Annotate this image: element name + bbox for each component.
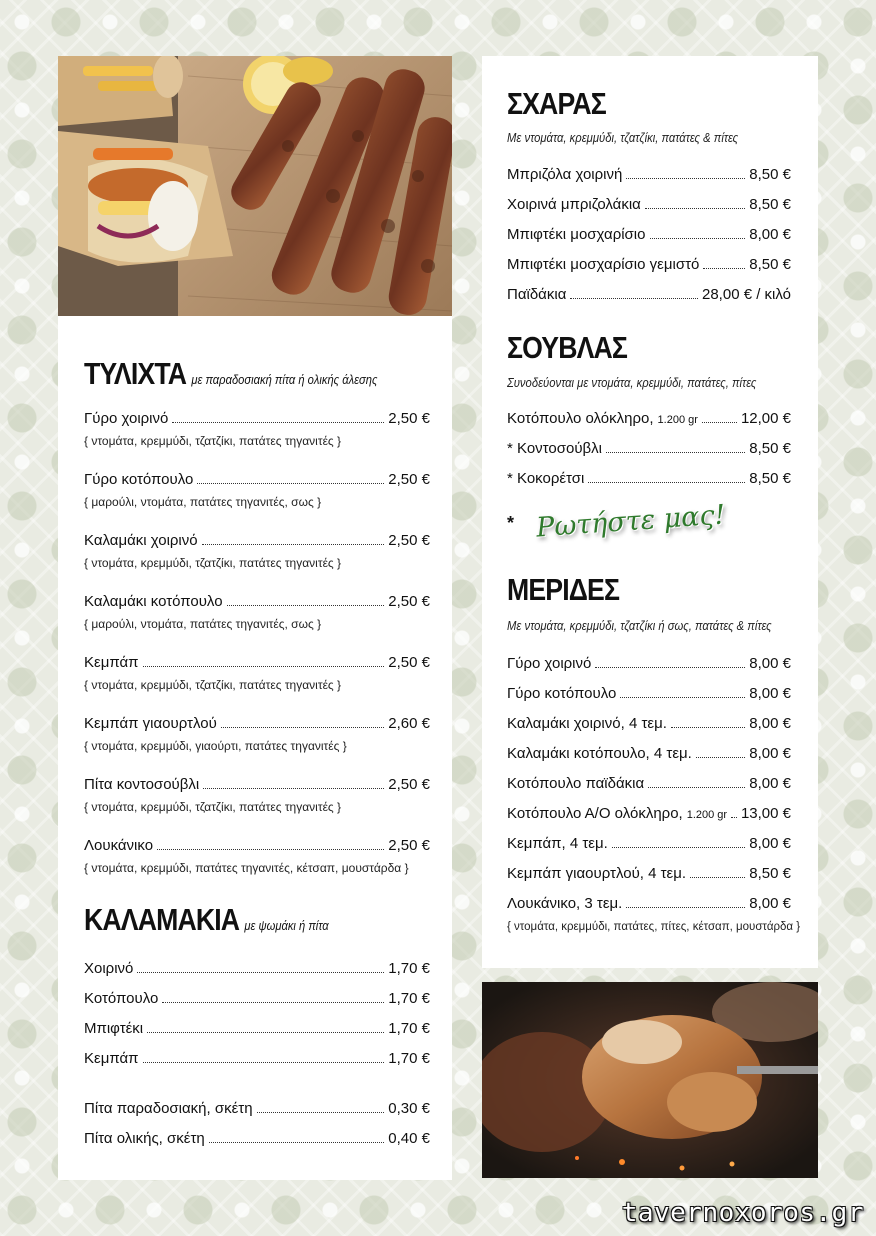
menu-item-name: Κοτόπουλο Α/Ο ολόκληρο, — [507, 805, 683, 822]
menu-item-name: Καλαμάκι κοτόπουλο, 4 τεμ. — [507, 745, 692, 762]
menu-item-name: Κοτόπουλο ολόκληρο, — [507, 410, 654, 427]
dotted-leader — [626, 177, 745, 179]
menu-item-name: Λουκάνικο, 3 τεμ. — [507, 895, 623, 912]
menu-item — [84, 1100, 430, 1117]
menu-item-price: 2,50 € — [388, 410, 430, 427]
menu-item-description: { ντομάτα, κρεμμύδι, τζατζίκι, πατάτες τηγανιτές } — [84, 556, 342, 570]
menu-item — [84, 990, 430, 1007]
merides-footnote: { ντομάτα, κρεμμύδι, πατάτες, πίτες, κέτσαπ, μουστάρδα } — [507, 921, 801, 933]
ask-us-star: * — [507, 513, 515, 533]
menu-item-name: Κεμπάπ γιαουρτλού, 4 τεμ. — [507, 865, 687, 882]
dotted-leader — [157, 848, 384, 850]
dotted-leader — [143, 665, 385, 667]
menu-item-price: 8,00 € — [749, 895, 791, 912]
menu-item-price: 0,40 € — [388, 1130, 430, 1147]
menu-item-price: 8,00 € — [749, 835, 791, 852]
menu-item — [507, 470, 791, 487]
menu-item-name: Γύρο κοτόπουλο — [507, 685, 617, 702]
menu-item-price: 8,50 € — [749, 256, 791, 273]
dotted-leader — [162, 1001, 384, 1003]
menu-item-price: 13,00 € — [740, 805, 791, 822]
menu-item — [507, 256, 791, 273]
menu-item — [84, 960, 430, 977]
menu-item — [507, 226, 791, 243]
dotted-leader — [137, 971, 384, 973]
menu-item-name: Κεμπάπ — [84, 1050, 139, 1067]
menu-item-price: 2,50 € — [388, 593, 430, 610]
scharas-note: Με ντομάτα, κρεμμύδι, τζατζίκι, πατάτες & πίτες — [507, 131, 739, 145]
menu-item — [84, 593, 430, 610]
menu-item-weight: 1.200 gr — [686, 809, 728, 821]
dotted-leader — [221, 726, 385, 728]
tylixta-subtitle: με παραδοσιακή πίτα ή ολικής άλεσης — [191, 372, 378, 387]
photo-gyros-souvlaki — [58, 56, 452, 316]
menu-item — [84, 837, 430, 854]
menu-item — [84, 471, 430, 488]
menu-item-price: 8,00 € — [749, 715, 791, 732]
menu-item-name: Καλαμάκι κοτόπουλο — [84, 593, 223, 610]
menu-item-price: 1,70 € — [388, 1020, 430, 1037]
menu-item-name: * Κοκορέτσι — [507, 470, 585, 487]
menu-item-price: 8,00 € — [749, 745, 791, 762]
menu-item — [507, 286, 791, 303]
menu-item-price: 2,50 € — [388, 532, 430, 549]
menu-item — [507, 715, 791, 732]
tylixta-title: ΤΥΛΙΧΤΑ — [84, 356, 187, 391]
menu-item-name: Χοιρινά μπριζολάκια — [507, 196, 641, 213]
watermark: tavernoxoros.gr — [621, 1198, 864, 1228]
menu-item-price: 28,00 € / κιλό — [702, 286, 791, 303]
menu-item — [507, 440, 791, 457]
ask-us-text: Ρωτήστε μας! — [535, 499, 727, 544]
menu-item-price: 8,50 € — [749, 470, 791, 487]
menu-item — [507, 745, 791, 762]
menu-item-price: 2,50 € — [388, 837, 430, 854]
dotted-leader — [570, 297, 698, 299]
dotted-leader — [702, 421, 737, 423]
menu-item-description: { ντομάτα, κρεμμύδι, γιαούρτι, πατάτες τηγανιτές } — [84, 739, 347, 753]
dotted-leader — [257, 1111, 385, 1113]
menu-item — [84, 410, 430, 427]
section-title-kalamakia — [84, 902, 329, 938]
menu-item-description: { ντομάτα, κρεμμύδι, τζατζίκι, πατάτες τηγανιτές } — [84, 678, 342, 692]
menu-item-name: Γύρο κοτόπουλο — [84, 471, 194, 488]
menu-item-name: * Κοντοσούβλι — [507, 440, 602, 457]
menu-item-description: { ντομάτα, κρεμμύδι, τζατζίκι, πατάτες τηγανιτές } — [84, 800, 342, 814]
menu-item-name: Πίτα ολικής, σκέτη — [84, 1130, 205, 1147]
menu-item — [507, 895, 791, 912]
souvlas-note: Συνοδεύονται με ντομάτα, κρεμμύδι, πατάτες, πίτες — [507, 376, 757, 390]
dotted-leader — [227, 604, 385, 606]
menu-item-name: Καλαμάκι χοιρινό — [84, 532, 198, 549]
menu-item — [507, 805, 791, 822]
menu-item-price: 1,70 € — [388, 1050, 430, 1067]
menu-item-name: Παϊδάκια — [507, 286, 567, 303]
menu-item-name: Κεμπάπ γιαουρτλού — [84, 715, 217, 732]
dotted-leader — [731, 816, 737, 818]
menu-item-price: 2,60 € — [388, 715, 430, 732]
menu-item — [84, 1020, 430, 1037]
menu-item-price: 8,00 € — [749, 655, 791, 672]
dotted-leader — [203, 787, 384, 789]
menu-item-price: 0,30 € — [388, 1100, 430, 1117]
menu-item-description: { μαρούλι, ντομάτα, πατάτες τηγανιτές, σως } — [84, 495, 322, 509]
menu-item — [507, 775, 791, 792]
menu-item-price: 1,70 € — [388, 960, 430, 977]
section-title-souvlas — [507, 330, 627, 366]
dotted-leader — [696, 756, 745, 758]
photo-gyros-souvlaki-image — [58, 56, 452, 316]
dotted-leader — [143, 1061, 385, 1063]
dotted-leader — [648, 786, 745, 788]
dotted-leader — [626, 906, 745, 908]
menu-item — [84, 1050, 430, 1067]
menu-item-name: Μπιφτέκι — [84, 1020, 144, 1037]
dotted-leader — [147, 1031, 384, 1033]
photo-rotisserie — [482, 982, 818, 1178]
menu-item — [507, 835, 791, 852]
menu-item-price: 2,50 € — [388, 471, 430, 488]
menu-item-price: 12,00 € — [740, 410, 791, 427]
menu-item — [507, 655, 791, 672]
menu-item-name: Μπιφτέκι μοσχαρίσιο — [507, 226, 646, 243]
dotted-leader — [172, 421, 384, 423]
menu-item-price: 2,50 € — [388, 776, 430, 793]
menu-item-name: Μπριζόλα χοιρινή — [507, 166, 623, 183]
menu-item — [84, 776, 430, 793]
kalamakia-subtitle: με ψωμάκι ή πίτα — [244, 918, 329, 933]
menu-item-name: Πίτα κοντοσούβλι — [84, 776, 200, 793]
dotted-leader — [690, 876, 745, 878]
dotted-leader — [588, 481, 745, 483]
section-title-tylixta — [84, 356, 377, 392]
dotted-leader — [209, 1141, 385, 1143]
menu-item-name: Κοτόπουλο παϊδάκια — [507, 775, 645, 792]
dotted-leader — [612, 846, 746, 848]
menu-item-price: 8,00 € — [749, 775, 791, 792]
photo-rotisserie-image — [482, 982, 818, 1178]
menu-item-price: 8,50 € — [749, 196, 791, 213]
menu-item — [84, 654, 430, 671]
menu-item — [84, 715, 430, 732]
menu-item — [84, 532, 430, 549]
menu-item-name: Μπιφτέκι μοσχαρίσιο γεμιστό — [507, 256, 700, 273]
menu-item-name: Κοτόπουλο — [84, 990, 159, 1007]
menu-item — [507, 196, 791, 213]
menu-item-price: 8,50 € — [749, 166, 791, 183]
menu-item-name: Χοιρινό — [84, 960, 134, 977]
menu-item — [507, 685, 791, 702]
dotted-leader — [595, 666, 745, 668]
dotted-leader — [202, 543, 385, 545]
menu-item — [507, 166, 791, 183]
merides-note-header: Με ντομάτα, κρεμμύδι, τζατζίκι ή σως, πατάτες & πίτες — [507, 619, 772, 633]
dotted-leader — [645, 207, 745, 209]
menu-item-price: 1,70 € — [388, 990, 430, 1007]
menu-item-name: Κεμπάπ — [84, 654, 139, 671]
menu-item-name: Κεμπάπ, 4 τεμ. — [507, 835, 608, 852]
dotted-leader — [197, 482, 384, 484]
dotted-leader — [703, 267, 745, 269]
menu-item-description: { μαρούλι, ντομάτα, πατάτες τηγανιτές, σως } — [84, 617, 322, 631]
souvlas-title: ΣΟΥΒΛΑΣ — [507, 330, 628, 365]
menu-item-name: Λουκάνικο — [84, 837, 154, 854]
dotted-leader — [671, 726, 745, 728]
section-title-merides — [507, 572, 619, 608]
menu-item-name: Πίτα παραδοσιακή, σκέτη — [84, 1100, 253, 1117]
menu-item-weight: 1.200 gr — [657, 414, 698, 426]
menu-item-price: 8,00 € — [749, 685, 791, 702]
menu-item-description: { ντομάτα, κρεμμύδι, πατάτες τηγανιτές, κέτσαπ, μουστάρδα } — [84, 861, 409, 875]
menu-item — [507, 410, 791, 427]
dotted-leader — [650, 237, 746, 239]
dotted-leader — [620, 696, 745, 698]
menu-item-name: Γύρο χοιρινό — [507, 655, 592, 672]
merides-title: ΜΕΡΙΔΕΣ — [507, 572, 620, 607]
section-title-scharas — [507, 86, 606, 122]
dotted-leader — [606, 451, 745, 453]
menu-item-price: 2,50 € — [388, 654, 430, 671]
menu-item-name: Καλαμάκι χοιρινό, 4 τεμ. — [507, 715, 667, 732]
menu-item-price: 8,50 € — [749, 865, 791, 882]
menu-item-name: Γύρο χοιρινό — [84, 410, 169, 427]
menu-item-description: { ντομάτα, κρεμμύδι, τζατζίκι, πατάτες τηγανιτές } — [84, 434, 342, 448]
scharas-title: ΣΧΑΡΑΣ — [507, 86, 606, 121]
menu-item-price: 8,50 € — [749, 440, 791, 457]
menu-item — [84, 1130, 430, 1147]
kalamakia-title: ΚΑΛΑΜΑΚΙΑ — [84, 902, 240, 937]
menu-item-price: 8,00 € — [749, 226, 791, 243]
menu-item — [507, 865, 791, 882]
